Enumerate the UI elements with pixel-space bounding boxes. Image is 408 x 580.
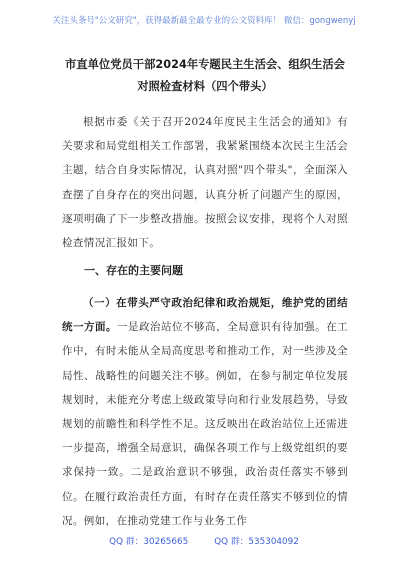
subsection-heading: （一）在带头严守政治纪律和政治规矩，维护党的团结统一方面。 [62, 297, 348, 334]
footer-qq-group-1: QQ 群：30265665 [109, 537, 189, 547]
document-title: 市直单位党员干部2024年专题民主生活会、组织生活会对照检查材料（四个带头） [65, 58, 345, 93]
header-banner: 关注头条号"公文研究"，获得最新最全最专业的公文资料库！ 微信：gongwenyj [52, 16, 356, 26]
footer-qq-group-2: QQ 群：535304092 [214, 537, 299, 547]
section-heading: 一、存在的主要问题 [84, 264, 183, 277]
intro-paragraph: 根据市委《关于召开2024年度民主生活会的通知》有关要求和局党组相关工作部署，我紧紧围绕本次民主生活会主题，结合自身实际情况，认真对照"四个带头"，全面深入查摆了自身存在的突出问题，认真分析了问题产生的原因，逐项明确了下一步整改措施。按照会议安排，现将个人对照检查情况汇报如下。 [62, 116, 348, 250]
footer-contact [0, 534, 408, 547]
body-paragraph [62, 291, 348, 533]
subsection-body: 一是政治站位不够高，全局意识有待加强。在工作中，有时未能从全局高度思考和推动工作，对一些涉及全局性、战略性的问题关注不够。例如，在参与制定单位发展规划时，未能充分考虑上级政策导向和行业发展趋势，导致规划的前瞻性和科学性不足。这反映出在政治站位上还需进一步提高，增强全局意识，确保各项工作与上级党组织的要求保持一致。二是政治意识不够强，政治责任落实不够到位。在履行政治责任方面，有时存在责任落实不够到位的情况。例如，在推动党建工作与业务工作 [62, 321, 349, 527]
